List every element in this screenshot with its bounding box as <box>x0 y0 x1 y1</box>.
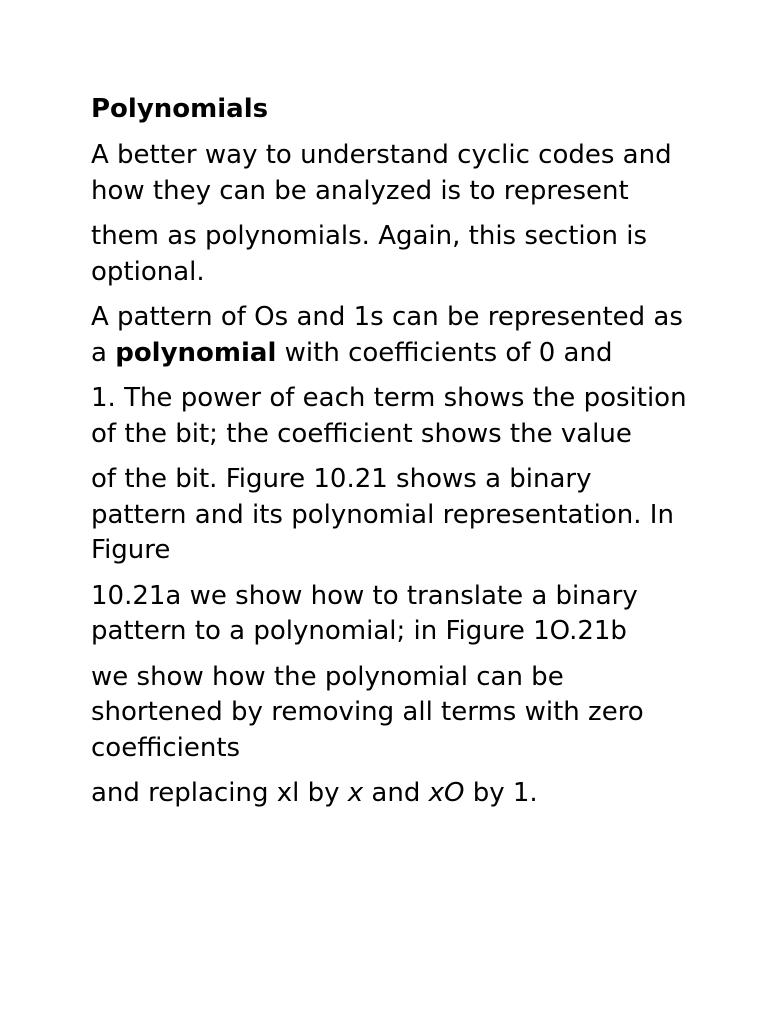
italic-x: x <box>347 778 364 808</box>
paragraph-1: A better way to understand cyclic codes and how they can be analyzed is to represent <box>91 140 672 206</box>
paragraph-5: of the bit. Figure 10.21 shows a binary pattern and its polynomial representation. In Figure <box>91 464 674 565</box>
paragraph-7: we show how the polynomial can be shortened by removing all terms with zero coefficients <box>91 661 644 763</box>
bold-term-polynomial: polynomial <box>115 337 277 368</box>
paragraph-2: them as polynomials. Again, this section is optional. <box>91 221 648 287</box>
paragraph-8 <box>91 776 691 812</box>
paragraph-8-text-2: and <box>363 778 429 808</box>
paragraph-6: 10.21a we show how to translate a binary pattern to a polynomial; in Figure 1O.21b <box>91 580 638 646</box>
section-heading: Polynomials <box>91 94 269 124</box>
paragraph-3-text-after: with coefficients of 0 and <box>276 337 613 368</box>
paragraph-4: 1. The power of each term shows the position of the bit; the coefficient shows the value <box>91 383 687 449</box>
paragraph-3-text-before: A pattern of Os and 1s can be represented as a <box>91 302 683 368</box>
paragraph-8-text-3: by 1. <box>464 778 538 808</box>
italic-xO: xO <box>428 778 465 808</box>
paragraph-8-text-1: and replacing xl by <box>91 778 348 808</box>
document-body <box>91 92 691 822</box>
paragraph-3 <box>91 300 691 371</box>
